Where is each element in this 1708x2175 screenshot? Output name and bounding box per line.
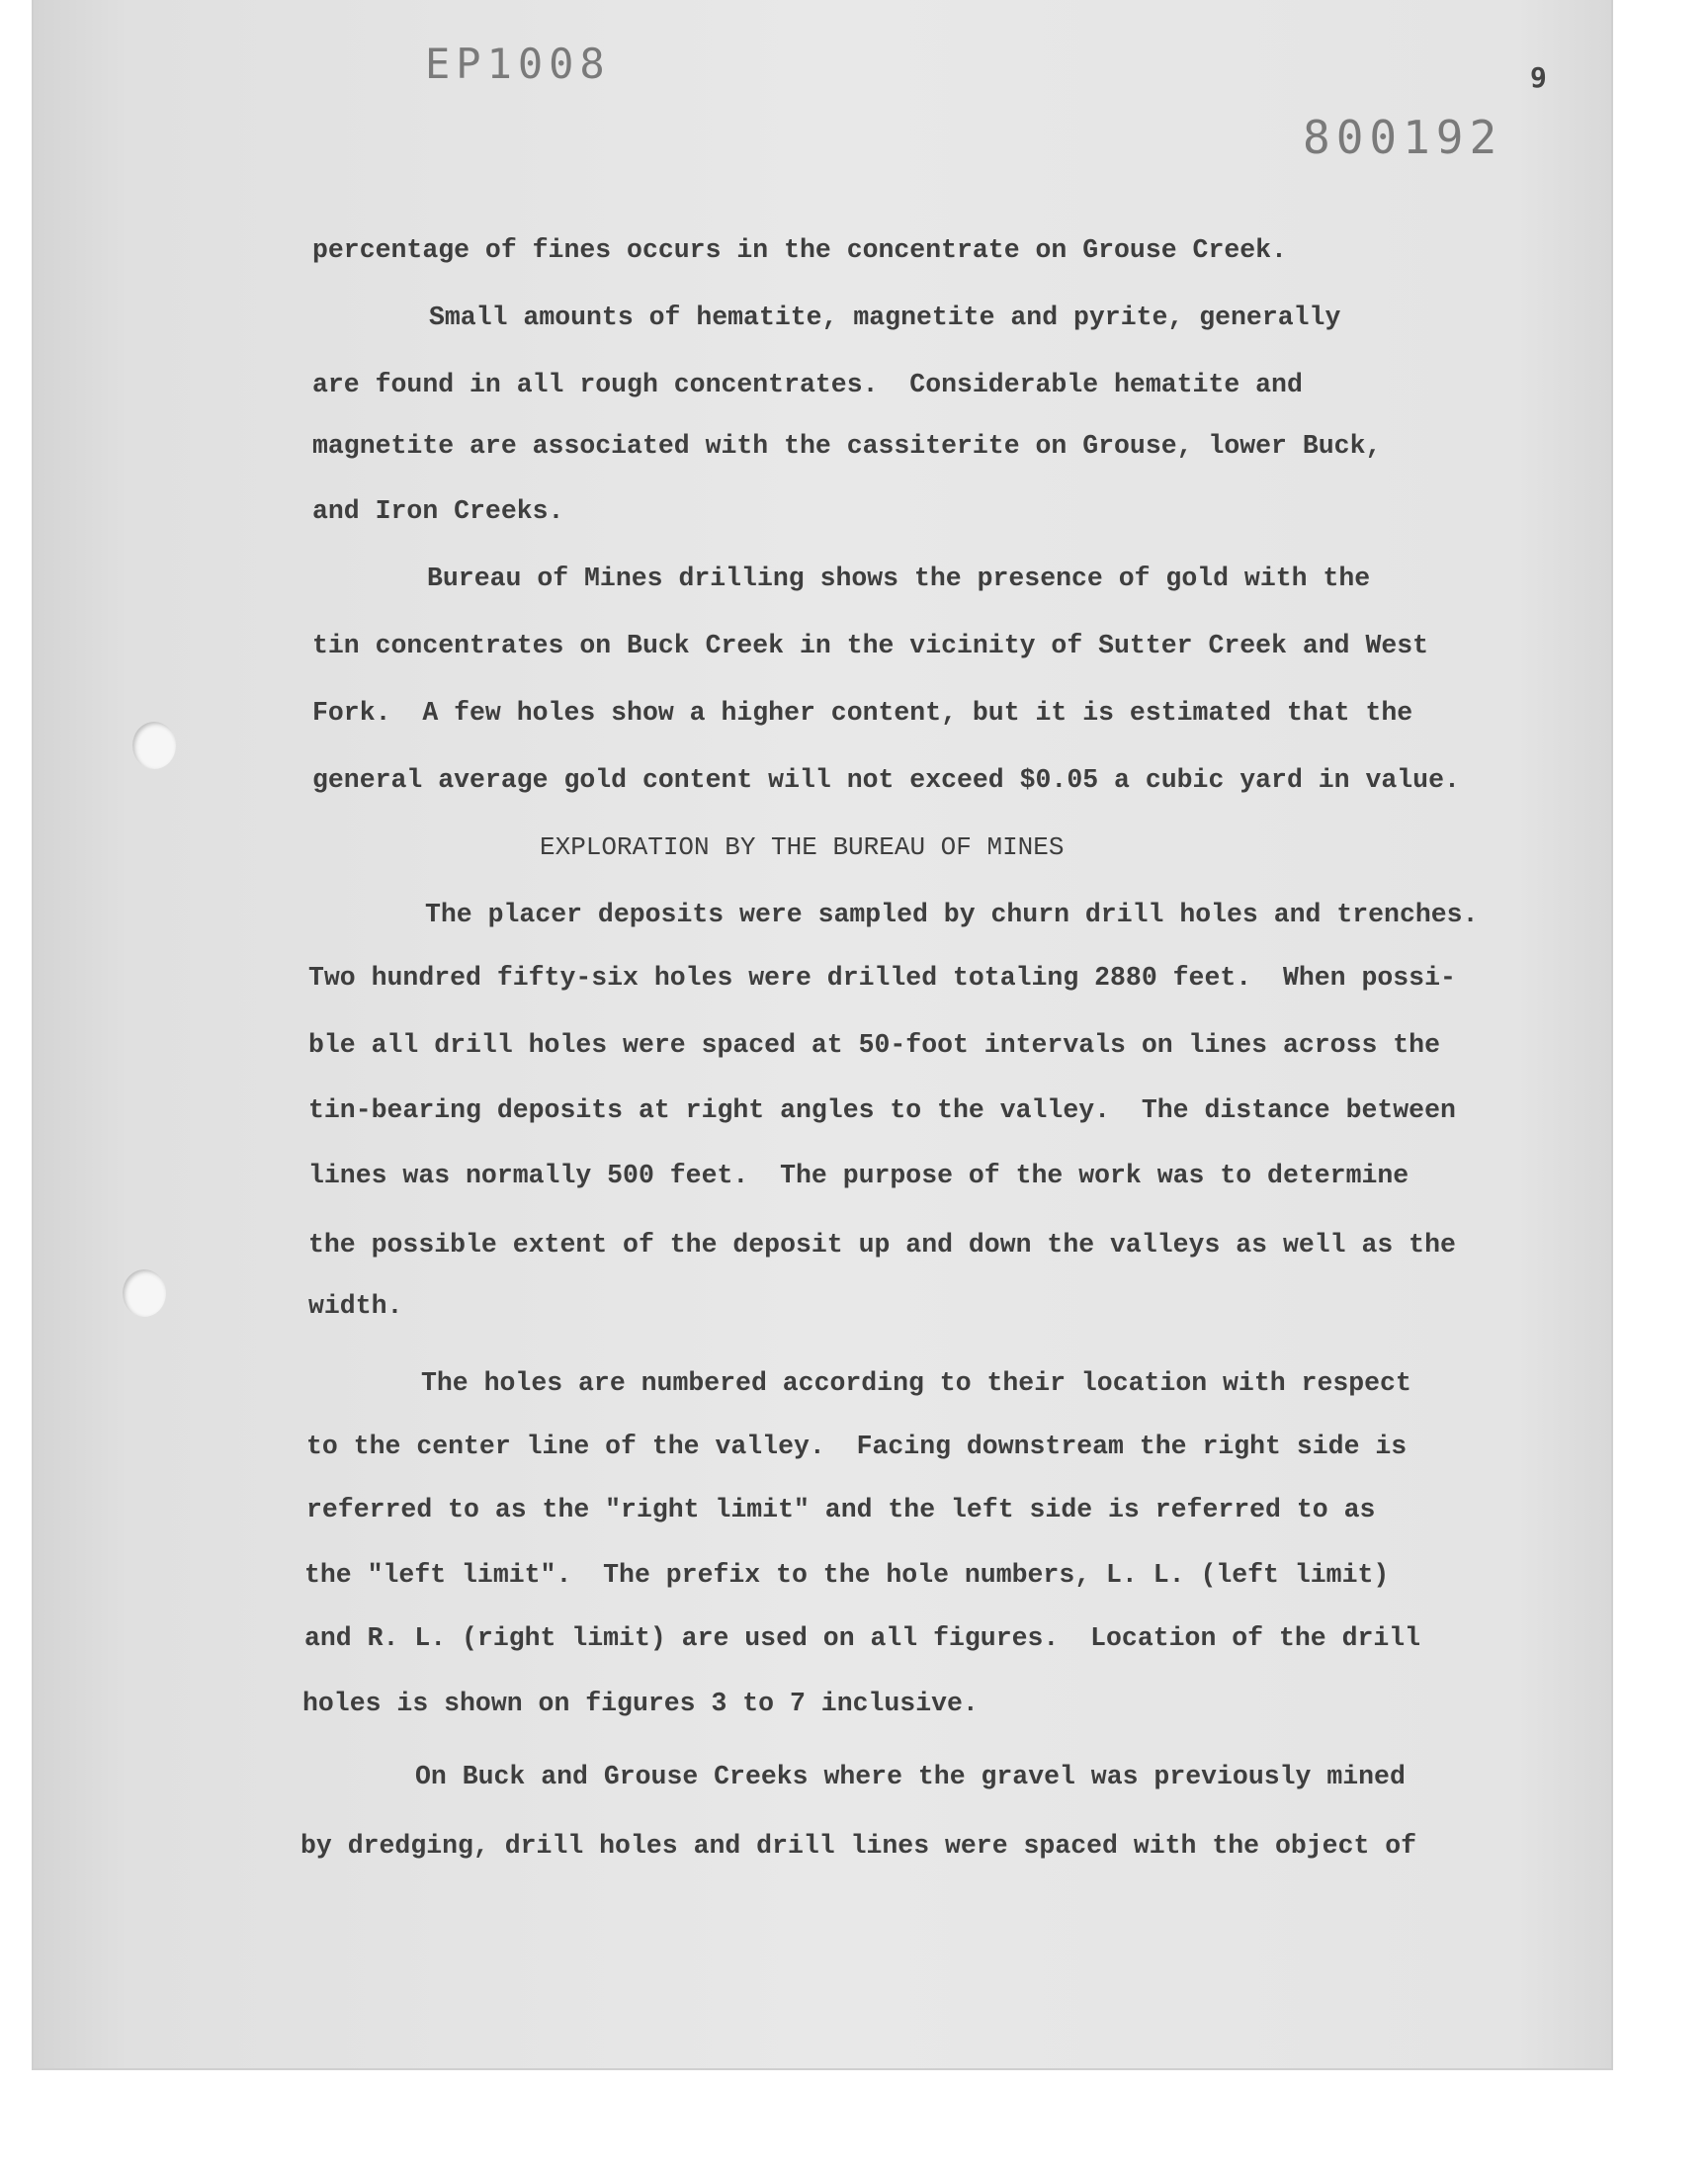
stamp-serial-number: 800192 <box>1303 111 1503 164</box>
text-line: magnetite are associated with the cassiterite on Grouse, lower Buck, <box>312 431 1382 461</box>
punch-hole-top <box>132 722 176 769</box>
text-line: The placer deposits were sampled by churn drill holes and trenches. <box>425 900 1479 929</box>
text-line: by dredging, drill holes and drill lines were spaced with the object of <box>300 1831 1417 1861</box>
page-number: 9 <box>1530 61 1547 94</box>
text-line: and Iron Creeks. <box>312 496 564 526</box>
text-line: to the center line of the valley. Facing downstream the right side is <box>306 1432 1408 1461</box>
text-line: the "left limit". The prefix to the hole numbers, L. L. (left limit) <box>304 1560 1390 1590</box>
text-line: percentage of fines occurs in the concentrate on Grouse Creek. <box>312 235 1287 265</box>
text-line: referred to as the "right limit" and the left side is referred to as <box>306 1495 1376 1524</box>
stamp-document-id: EP1008 <box>425 40 611 88</box>
text-line: On Buck and Grouse Creeks where the gravel was previously mined <box>415 1762 1406 1791</box>
text-line: Small amounts of hematite, magnetite and pyrite, generally <box>429 303 1341 332</box>
text-line: width. <box>308 1291 403 1321</box>
text-line: Two hundred fifty-six holes were drilled totaling 2880 feet. When possi- <box>308 963 1456 993</box>
text-line: Fork. A few holes show a higher content, but it is estimated that the <box>312 698 1413 728</box>
text-line: and R. L. (right limit) are used on all figures. Location of the drill <box>304 1623 1421 1653</box>
text-line: tin-bearing deposits at right angles to the valley. The distance between <box>308 1095 1456 1125</box>
section-heading: EXPLORATION BY THE BUREAU OF MINES <box>540 832 1065 862</box>
text-line: general average gold content will not exceed $0.05 a cubic yard in value. <box>312 765 1460 795</box>
text-line: holes is shown on figures 3 to 7 inclusive. <box>302 1689 979 1718</box>
text-line: the possible extent of the deposit up and down the valleys as well as the <box>308 1230 1456 1260</box>
text-line: tin concentrates on Buck Creek in the vicinity of Sutter Creek and West <box>312 631 1429 660</box>
text-line: Bureau of Mines drilling shows the presence of gold with the <box>427 564 1371 593</box>
punch-hole-bottom <box>123 1269 166 1317</box>
text-line: ble all drill holes were spaced at 50-foot intervals on lines across the <box>308 1030 1440 1060</box>
text-line: lines was normally 500 feet. The purpose of the work was to determine <box>308 1161 1409 1190</box>
text-line: are found in all rough concentrates. Considerable hematite and <box>312 370 1303 399</box>
text-line: The holes are numbered according to their location with respect <box>421 1368 1411 1398</box>
